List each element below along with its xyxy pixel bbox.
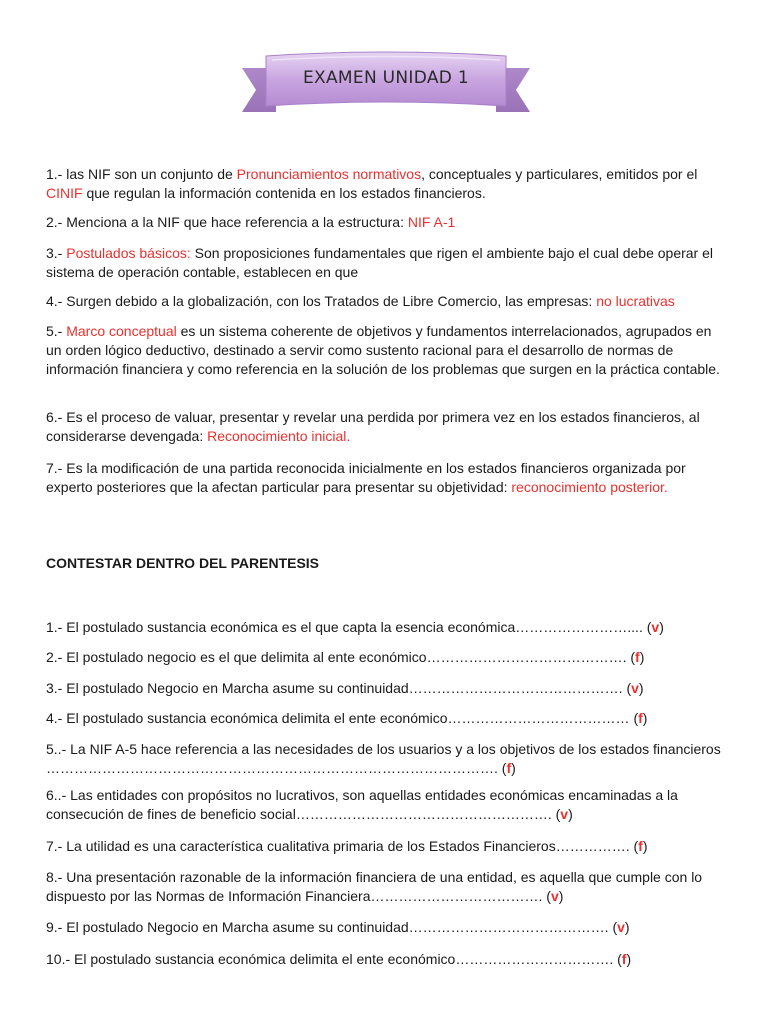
tf-item-4: 4.- El postulado sustancia económica delimita el ente económico………………………………… (f) <box>46 710 648 726</box>
tf-item-6: 6..- Las entidades con propósitos no lucrativos, son aquellas entidades económicas encaminadas a la consecución de fines de beneficio social………………………………………………. (v) <box>46 787 678 822</box>
section-heading: CONTESTAR DENTRO DEL PARENTESIS <box>46 555 320 571</box>
answer-text: reconocimiento posterior. <box>511 479 668 495</box>
tf-item-5: 5..- La NIF A-5 hace referencia a las necesidades de los usuarios y a los objetivos de los estados financieros ……………………………………………………………………………………. (f) <box>46 741 721 776</box>
answer-text: Reconocimiento inicial. <box>207 428 351 444</box>
question-3: 3.- Postulados básicos: Son proposiciones fundamentales que rigen el ambiente bajo el cual debe operar el sistema de operación contable, establecen en que <box>46 245 714 280</box>
title-banner <box>236 46 536 124</box>
tf-item-9: 9.- El postulado Negocio en Marcha asume su continuidad……………………………………. (v) <box>46 919 630 935</box>
answer-text: NIF A-1 <box>407 214 456 230</box>
answer-text: CINIF <box>46 185 83 201</box>
question-1: 1.- las NIF son un conjunto de Pronunciamientos normativos, conceptuales y particulares, emitidos por el CINIF que regulan la información contenida en los estados financieros. <box>46 166 698 201</box>
exam-title: EXAMEN UNIDAD 1 <box>303 68 469 88</box>
answer-text: Postulados básicos: <box>66 245 191 261</box>
tf-item-8: 8.- Una presentación razonable de la información financiera de una entidad, es aquella que cumple con lo dispuesto por las Normas de Información Financiera………………………………. (v) <box>46 869 703 904</box>
tf-item-1: 1.- El postulado sustancia económica es el que capta la esencia económica…………………….... (v) <box>46 619 664 635</box>
answer-text: Pronunciamientos normativos <box>236 166 422 182</box>
answer-text: Marco conceptual <box>66 323 177 339</box>
answer-text: no lucrativas <box>596 293 675 309</box>
question-2: 2.- Menciona a la NIF que hace referencia a la estructura: NIF A-1 <box>46 214 456 230</box>
question-5: 5.- Marco conceptual es un sistema coherente de objetivos y fundamentos interrelacionados, agrupados en un orden lógico deductivo, destinado a servir como sustento racional para el desarrollo de normas de información financiera y como referencia en la solución de los problemas que surgen en la práctica contable. <box>46 323 720 377</box>
tf-item-2: 2.- El postulado negocio es el que delimita al ente económico……………………………………. (f) <box>46 649 645 665</box>
tf-item-7: 7.- La utilidad es una característica cualitativa primaria de los Estados Financieros……………. (f) <box>46 838 648 854</box>
tf-item-10: 10.- El postulado sustancia económica delimita el ente económico……………………………. (f) <box>46 951 632 967</box>
question-6: 6.- Es el proceso de valuar, presentar y revelar una perdida por primera vez en los estados financieros, al considerarse devengada: Reconocimiento inicial. <box>46 409 700 444</box>
question-7: 7.- Es la modificación de una partida reconocida inicialmente en los estados financieros organizada por experto posteriores que la afectan particular para presentar su objetividad: reconocimiento posterior. <box>46 460 686 495</box>
question-4: 4.- Surgen debido a la globalización, con los Tratados de Libre Comercio, las empresas: no lucrativas <box>46 293 675 309</box>
tf-item-3: 3.- El postulado Negocio en Marcha asume su continuidad………………………………………. (v) <box>46 680 644 696</box>
